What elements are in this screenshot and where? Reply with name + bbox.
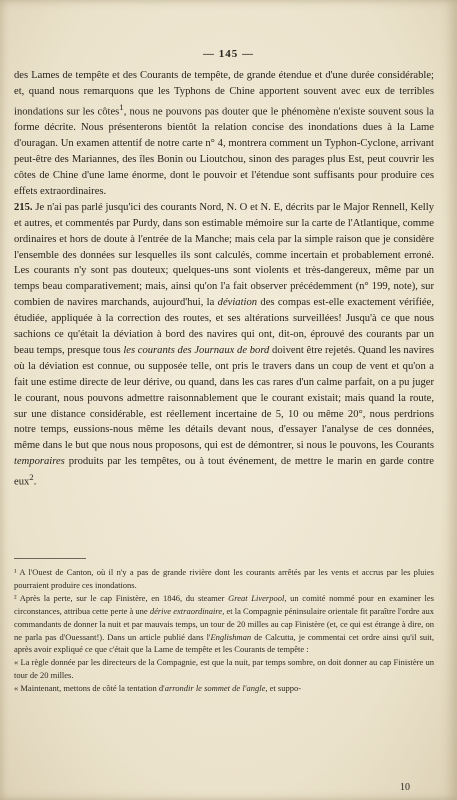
signature-mark: 10 (400, 782, 410, 793)
footnote-divider (14, 558, 86, 559)
paragraph-215: 215. Je n'ai pas parlé jusqu'ici des courants Nord, N. O et N. E, décrits par le Major Rennell, Kelly et autres, et commentés par Purdy, dans son estimable mémoire sur la carte de l'Atlantique, comme ordinaires et hors de doute à l'entrée de la Manche; mais cela par la simple raison que je considère l'ensemble des données sur lesquelles ils sont calculés, comme incertain et probablement erroné. Les courants n'y sont pas douteux; quelques-uns sont violents et très-dangereux, même par un temps beau comparativement; mais, ainsi qu'on l'a fait observer précédemment (n° 199, note), sur combien de navires marchands, aujourd'hui, la déviation des compas est-elle exactement vérifiée, étudiée, appliquée à la correction des routes, et ses altérations surveillées! Jusqu'à ce que nous sachions ce qu'était la déviation à bord des navires qui ont, dit-on, éprouvé des courants par un beau temps, presque tous les courants des Journaux de bord doivent être rejetés. Quand les navires où la déviation est connue, ou supposée telle, ont pris le travers dans un coup de vent et qu'on a fait une estime directe de leur dérive, ou quand, dans les cas rares d'un calme parfait, on a pu juger le courant, nous pouvons admettre raisonnablement que le courant existait; mais quand la route, sur une distance considérable, est réellement incertaine de 5, 10 ou même 20°, nous perdrions notre temps, eussions-nous même les détails devant nous, d'essayer l'analyse de ces données, même dans le but que nous nous proposons, qui est de démontrer, si nous le pouvons, les Courants temporaires produits par les tempêtes, ou à tout événement, de mettre le marin en garde contre eux$^2$. (14, 201, 435, 488)
footnote-2: ² Après la perte, sur le cap Finistère, en 1846, du steamer Great Liverpool, un comité nommé pour en examiner les circonstances, attribua cette perte à une dérive extraordinaire, et la Compagnie péninsulaire orientale fit paraître l'ordre aux commandants de donner la nuit et par mauvais temps, un tour de 20 milles au cap Finistère (et, ce qui est étrange à dire, on ne parla pas d'Ouessant!). Dans un article publié dans l'Englishman de Calcutta, je commentai cet ordre ainsi qu'il suit, après avoir expliqué ce que c'était que la Lame de tempête et les Courants de tempête : (14, 592, 434, 655)
paragraph-continuation: des Lames de tempête et des Courants de tempête, de grande étendue et d'une durée considérable; et, quand nous remarquons que les Typhons de Chine apportent souvent avec eux de terribles inondations sur les côtes$^1$, nous ne pouvons pas douter que le phénomène n'existe souvent sous la forme décrite. Nous présenterons bientôt la relation concise des inondations dues à la Lame d'ouragan. Un examen attentif de notre carte n° 4, montrera comment un Typhon-Cyclone, arrivant peut-être des Mariannes, des îles Bonin ou Lioutchou, sinon des parages plus Est, peut couvrir les côtes de Chine d'une lame énorme, dont le pouvoir et l'étendue sont suffisants pour produire ces effets extraordinaires. (14, 70, 434, 197)
footnote-1: ¹ A l'Ouest de Canton, où il n'y a pas de grande rivière dont les courants arrêtés par les vents et accrus par les pluies pourraient produire ces inondations. (14, 567, 434, 590)
main-text (14, 68, 434, 491)
page-number: — 145 — (203, 48, 254, 60)
footnote-ref-1: 1 (119, 101, 124, 112)
footnote-quote-2: « Maintenant, mettons de côté la tentation d'arrondir le sommet de l'angle, et suppo- (14, 683, 302, 694)
paragraph-number: 215. (14, 201, 33, 213)
footnotes (14, 566, 434, 695)
footnote-ref-2: 2 (29, 472, 34, 483)
footnote-quote-1: « La règle donnée par les directeurs de la Compagnie, est que la nuit, par temps sombre, on doit donner au cap Finistère un tour de 20 milles. (14, 657, 434, 681)
